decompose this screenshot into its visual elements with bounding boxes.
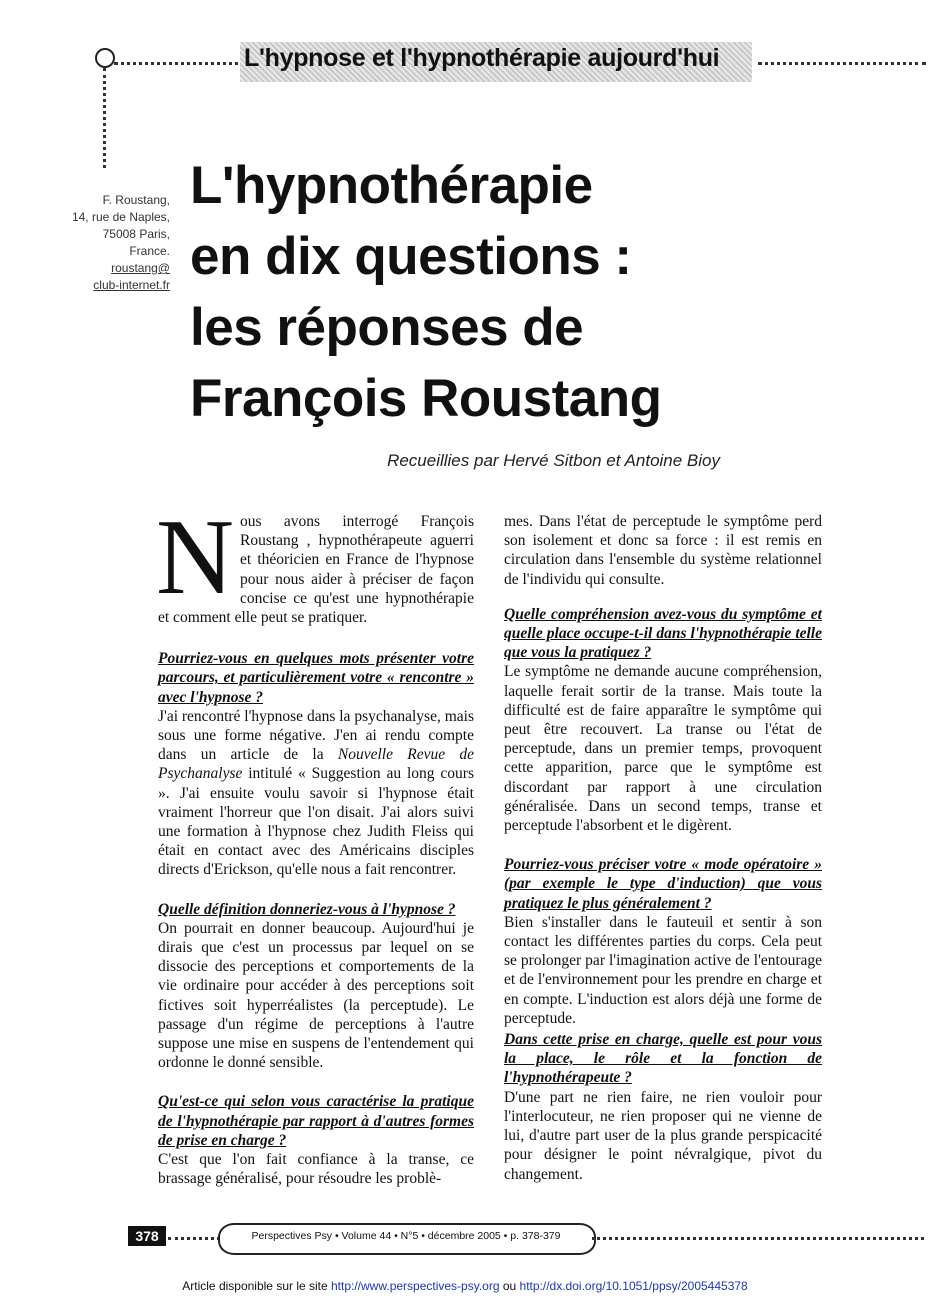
availability-prefix: Article disponible sur le site: [182, 1279, 331, 1293]
section-title: L'hypnose et l'hypnothérapie aujourd'hui: [244, 44, 720, 72]
site-link[interactable]: http://www.perspectives-psy.org: [331, 1279, 500, 1293]
answer-3-continued: mes. Dans l'état de perceptude le symptôme perd son isolement et donc sa force : il est remis en circulation dans l'ensemble du système relationnel de l'individu qui consulte.: [504, 513, 822, 588]
article-title: [190, 150, 830, 434]
title-line-4: François Roustang: [190, 369, 662, 428]
author-address: [20, 192, 170, 294]
author-street: 14, rue de Naples,: [71, 210, 170, 224]
question-6: Dans cette prise en charge, quelle est pour vous la place, le rôle et la fonction de l'hypnothérapeute ?: [504, 1031, 822, 1087]
question-5: Pourriez-vous préciser votre « mode opératoire » (par exemple le type d'induction) que vous pratiquez le plus généralement ?: [504, 856, 822, 912]
header-dotted-rule-right: [758, 62, 926, 65]
dropcap: N: [156, 498, 234, 617]
answer-3: C'est que l'on fait confiance à la transe, ce brassage généralisé, pour résoudre les problè-: [158, 1151, 474, 1188]
page-number: 378: [128, 1226, 166, 1246]
author-email-line1[interactable]: roustang@: [111, 261, 170, 275]
question-3: Qu'est-ce qui selon vous caractérise la pratique de l'hypnothérapie par rapport à d'autres formes de prise en charge ?: [158, 1093, 474, 1149]
answer-5: Bien s'installer dans le fauteuil et sentir à son contact les différentes parties du corps. Cela peut se prolonger par l'imagination active de l'entourage et de l'environnement pour les prendre en charge et en compte. L'induction est alors déjà une forme de perceptude.: [504, 913, 822, 1027]
answer-1: [158, 707, 474, 880]
header-circle-ornament: [95, 48, 115, 68]
answer-4: Le symptôme ne demande aucune compréhension, laquelle ferait sortir de la transe. Mais toute la difficulté est de faire apparaître le symptôme qui peut être recouvert. La transe ou l'état de perceptude, dans un premier temps, provoquent cette apparition, parce que le symptôme est discordant par rapport à une circulation généralisée. Dans un second temps, transe et perceptude l'absorbent et le digèrent.: [504, 663, 822, 835]
answer-1-text-a: J'ai rencontré l'hypnose dans la psychanalyse, mais sous une forme négative. J'en ai rendu compte dans un article de la: [158, 707, 474, 764]
byline: Recueillies par Hervé Sitbon et Antoine Bioy: [387, 451, 720, 470]
answer-6: D'une part ne rien faire, ne rien vouloir pour l'interlocuteur, ne rien proposer qui ne vienne de lui, d'autre part user de la plus grande perspicacité pour désigner le point névralgique, pivot du changement.: [504, 1088, 822, 1183]
title-line-1: L'hypnothérapie: [190, 156, 593, 215]
question-4: Quelle compréhension avez-vous du symptôme et quelle place occupe-t-il dans l'hypnothérapie telle que vous la pratiquez ?: [504, 605, 822, 662]
author-email-line2[interactable]: club-internet.fr: [93, 278, 170, 292]
title-line-2: en dix questions :: [190, 227, 632, 286]
question-2: Quelle définition donneriez-vous à l'hypnose ?: [158, 900, 456, 918]
right-column: [504, 512, 822, 1184]
journal-reference: Perspectives Psy • Volume 44 • N°5 • décembre 2005 • p. 378-379: [251, 1230, 561, 1242]
footer-dotted-rule-left: [168, 1237, 220, 1240]
author-city: 75008 Paris,: [102, 227, 170, 241]
question-1: Pourriez-vous en quelques mots présenter votre parcours, et particulièrement votre « rencontre » avec l'hypnose ?: [158, 650, 474, 706]
availability-notice: [0, 1279, 930, 1293]
intro-text: ous avons interrogé François Roustang , hypnothérapeute aguerri et théoricien en France de l'hypnose pour nous aider à préciser de façon concise ce qu'est une hypnothérapie et comment elle peut se pratiquer.: [158, 513, 474, 627]
availability-mid: ou: [499, 1279, 520, 1293]
answer-1-text-b: intitulé « Suggestion au long cours ». J'ai ensuite voulu savoir si l'hypnose était vraiment l'horreur que l'on disait. J'ai alors suivi une formation à l'hypnose chez Judith Fleiss qui était en contact avec des Américains disciples directs d'Erickson, qu'elle nous a fait rencontrer.: [158, 765, 474, 879]
doi-link[interactable]: http://dx.doi.org/10.1051/ppsy/2005445378: [519, 1279, 748, 1293]
header-dotted-rule-left: [114, 62, 246, 65]
title-line-3: les réponses de: [190, 298, 584, 357]
answer-2: On pourrait en donner beaucoup. Aujourd'hui je dirais que c'est un processus par lequel on se dissocie des perceptions et comportements de la vie ordinaire pour accéder à des perceptions soit fictives soit hyperréalistes (la perceptude). Le passage d'un régime de perceptions à l'autre suppose une mise en suspens de l'entendement qui ordonne le donné sensible.: [158, 919, 474, 1072]
author-name: F. Roustang,: [102, 193, 170, 207]
journal-title: Nouvelle Revue de Psychanalyse: [158, 746, 474, 783]
left-column: [156, 498, 474, 1189]
header-dotted-rule-vertical: [103, 68, 106, 168]
footer-dotted-rule-right: [592, 1237, 924, 1240]
intro-paragraph: [156, 498, 474, 627]
author-country: France.: [129, 244, 170, 258]
